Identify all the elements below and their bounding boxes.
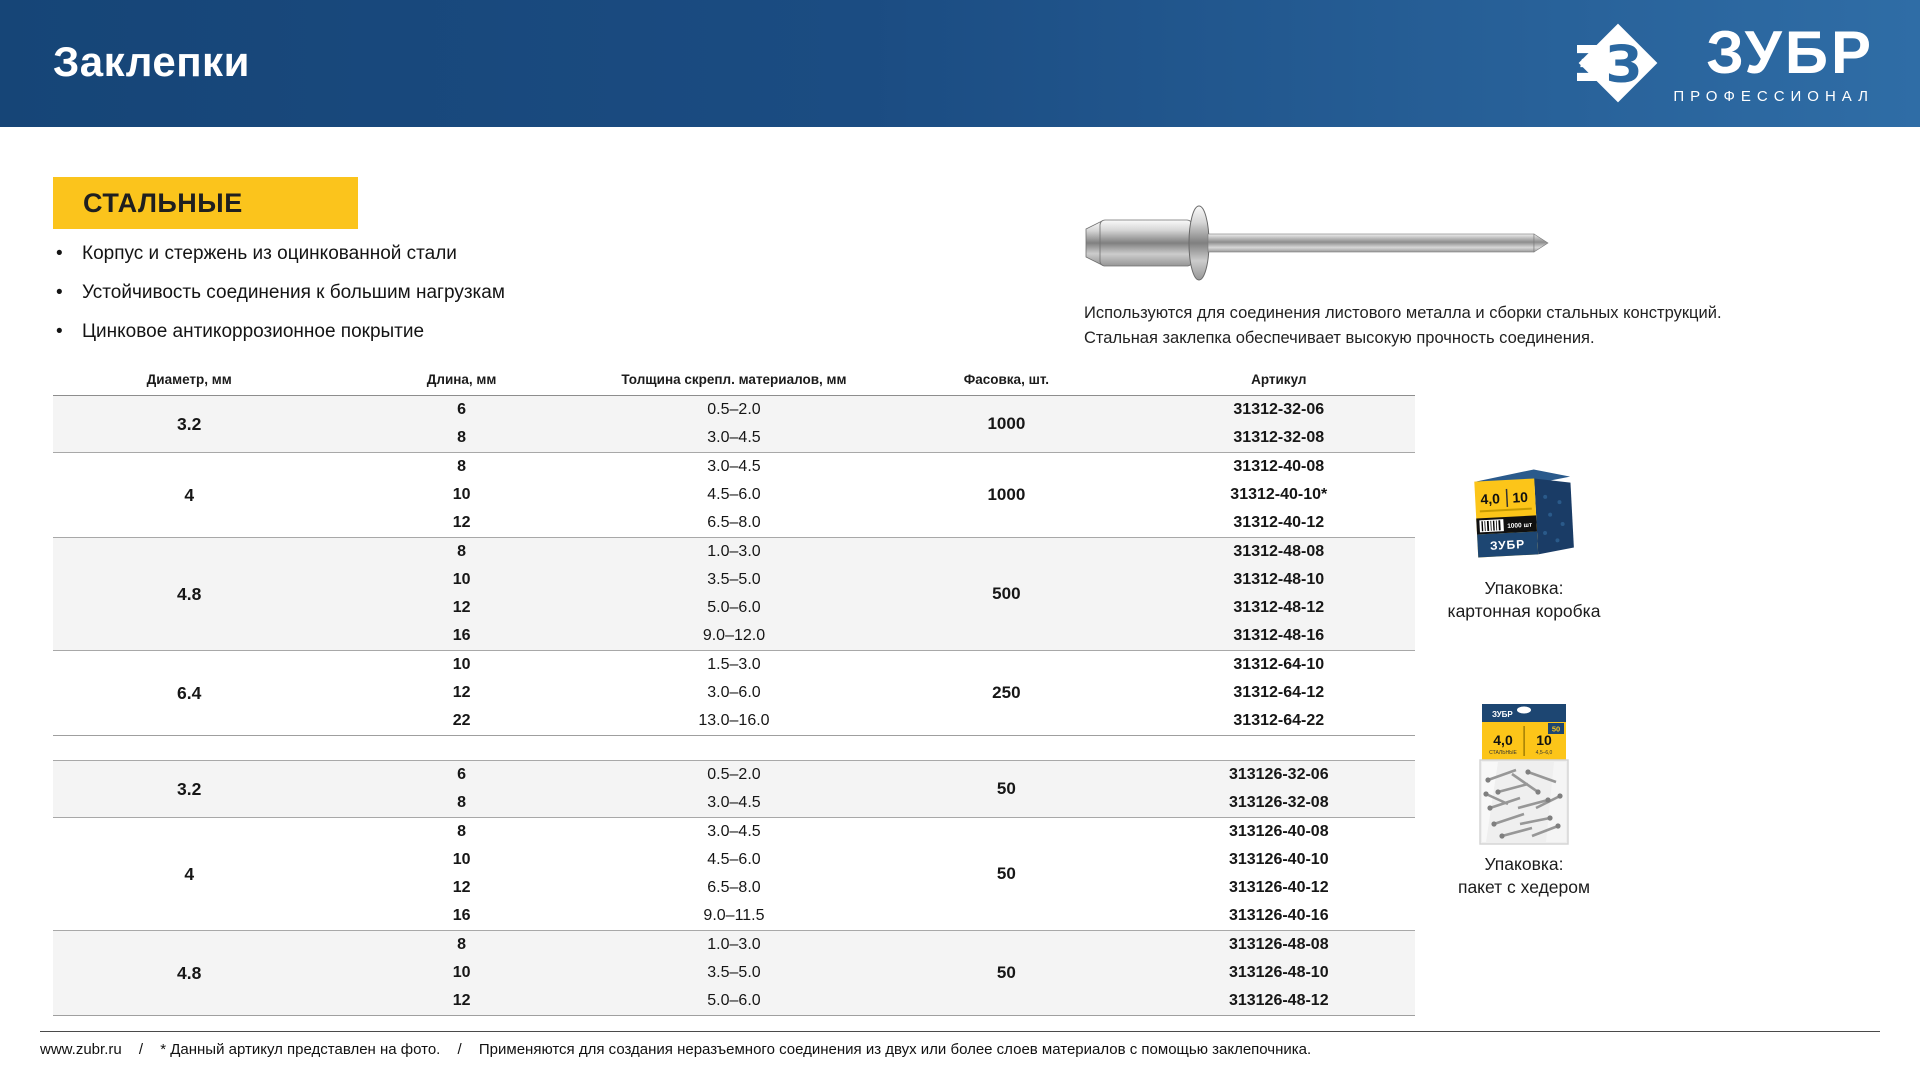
- svg-text:4,0: 4,0: [1480, 490, 1501, 508]
- table-row: [53, 761, 1415, 790]
- sku-value: 313126-40-12: [1228, 879, 1329, 896]
- thickness-value: 3.0–6.0: [707, 684, 761, 701]
- table-row: [53, 453, 1415, 482]
- svg-text:10: 10: [1536, 732, 1552, 748]
- page-header: [0, 0, 1920, 127]
- brand-logo: [1577, 19, 1874, 105]
- thickness-value: 0.5–2.0: [598, 396, 870, 425]
- sku-value: 31312-40-10*: [1230, 486, 1328, 503]
- feature-item: • Устойчивость соединения к большим нагрузкам: [56, 282, 505, 304]
- svg-text:1000 шт: 1000 шт: [1507, 521, 1533, 530]
- diameter-value: 4: [53, 453, 325, 538]
- length-value: 10: [452, 964, 471, 981]
- feature-item: • Корпус и стержень из оцинкованной стали: [56, 243, 505, 265]
- sku-value: 313126-40-10: [1228, 851, 1329, 868]
- footnote-asterisk: * Данный артикул представлен на фото.: [160, 1041, 441, 1058]
- footer-divider: [40, 1031, 1880, 1032]
- sku-value: 31312-48-10: [1233, 571, 1325, 588]
- page-title: Заклепки: [53, 38, 250, 85]
- thickness-value: 3.5–5.0: [707, 571, 761, 588]
- thickness-value: 4.5–6.0: [707, 486, 761, 503]
- sku-value: 313126-32-06: [1143, 761, 1415, 790]
- table-row: [53, 396, 1415, 425]
- thickness-value: 9.0–12.0: [702, 627, 766, 644]
- table-row: [53, 538, 1415, 567]
- steel-badge: СТАЛЬНЫЕ: [53, 177, 358, 229]
- packaging-box-image: [1464, 458, 1586, 568]
- thickness-value: 3.0–4.5: [598, 453, 870, 482]
- length-value: 12: [452, 879, 471, 896]
- pack-value: 250: [870, 651, 1142, 736]
- sku-value: 313126-48-10: [1228, 964, 1329, 981]
- table-row: [53, 931, 1415, 960]
- length-value: 10: [325, 651, 597, 680]
- sku-value: 31312-64-12: [1233, 684, 1325, 701]
- length-value: 8: [325, 931, 597, 960]
- thickness-value: 5.0–6.0: [707, 599, 761, 616]
- length-value: 12: [452, 599, 471, 616]
- table-row: [53, 651, 1415, 680]
- column-header-diameter: Диаметр, мм: [53, 372, 325, 396]
- length-value: 8: [325, 818, 597, 847]
- svg-text:50: 50: [1551, 724, 1561, 734]
- diameter-value: 4.8: [53, 931, 325, 1016]
- brand-wordmark: ЗУБР: [1706, 19, 1874, 86]
- table-row: [53, 818, 1415, 847]
- length-value: 8: [457, 429, 467, 446]
- sku-value: 31312-64-22: [1233, 712, 1325, 729]
- thickness-value: 1.0–3.0: [598, 931, 870, 960]
- thickness-value: 3.0–4.5: [707, 429, 761, 446]
- rivet-photo: [1082, 203, 1552, 285]
- column-header-thickness: Толщина скрепл. материалов, мм: [598, 372, 870, 396]
- pack-value: 1000: [870, 396, 1142, 453]
- zubr-diamond-icon: [1577, 22, 1659, 104]
- thickness-value: 0.5–2.0: [598, 761, 870, 790]
- sku-value: 313126-40-08: [1143, 818, 1415, 847]
- sku-value: 313126-48-12: [1228, 992, 1329, 1009]
- diameter-value: 3.2: [53, 761, 325, 818]
- length-value: 12: [452, 684, 471, 701]
- sku-value: 313126-32-08: [1228, 794, 1329, 811]
- pack-value: 1000: [870, 453, 1142, 538]
- product-table-retail: [53, 760, 1415, 1016]
- length-value: 12: [452, 992, 471, 1009]
- pack-value: 50: [870, 818, 1142, 931]
- thickness-value: 9.0–11.5: [703, 907, 765, 924]
- product-table-bulk: [53, 372, 1415, 736]
- length-value: 10: [452, 486, 471, 503]
- sku-value: 31312-40-08: [1143, 453, 1415, 482]
- sku-value: 313126-48-08: [1143, 931, 1415, 960]
- length-value: 10: [452, 571, 471, 588]
- pack-value: 50: [870, 761, 1142, 818]
- sku-value: 31312-48-12: [1233, 599, 1325, 616]
- svg-text:4,5–6,0: 4,5–6,0: [1535, 750, 1553, 756]
- diameter-value: 6.4: [53, 651, 325, 736]
- length-value: 6: [325, 761, 597, 790]
- footer: www.zubr.ru / * Данный артикул представлен на фото. / Применяются для создания неразъемного соединения из двух или более слоев материалов с помощью заклепочника.: [40, 1041, 1312, 1058]
- thickness-value: 3.5–5.0: [707, 964, 761, 981]
- thickness-value: 5.0–6.0: [707, 992, 761, 1009]
- svg-text:СТАЛЬНЫЕ: СТАЛЬНЫЕ: [1489, 750, 1517, 756]
- description-line: Стальная заклепка обеспечивает высокую прочность соединения.: [1084, 329, 1595, 347]
- thickness-value: 4.5–6.0: [707, 851, 761, 868]
- column-header-length: Длина, мм: [325, 372, 597, 396]
- packaging-bag-caption: Упаковка: пакет с хедером: [1457, 854, 1591, 897]
- thickness-value: 1.0–3.0: [598, 538, 870, 567]
- sku-value: 31312-32-06: [1143, 396, 1415, 425]
- thickness-value: 3.0–4.5: [598, 818, 870, 847]
- thickness-value: 3.0–4.5: [707, 794, 761, 811]
- features-list: [56, 243, 505, 360]
- packaging-box-caption: Упаковка: картонная коробка: [1447, 578, 1601, 621]
- packaging-bag-image: [1468, 700, 1580, 850]
- length-value: 8: [457, 794, 467, 811]
- thickness-value: 6.5–8.0: [707, 879, 761, 896]
- feature-item: • Цинковое антикоррозионное покрытие: [56, 321, 505, 343]
- length-value: 8: [325, 453, 597, 482]
- sku-value: 31312-48-16: [1233, 627, 1325, 644]
- diameter-value: 3.2: [53, 396, 325, 453]
- column-header-pack: Фасовка, шт.: [870, 372, 1142, 396]
- footnote-usage: Применяются для создания неразъемного соединения из двух или более слоев материалов с помощью заклепочника.: [478, 1041, 1312, 1058]
- sku-value: 31312-64-10: [1143, 651, 1415, 680]
- column-header-sku: Артикул: [1143, 372, 1415, 396]
- thickness-value: 1.5–3.0: [598, 651, 870, 680]
- website-link[interactable]: www.zubr.ru: [40, 1041, 122, 1058]
- thickness-value: 6.5–8.0: [707, 514, 761, 531]
- thickness-value: 13.0–16.0: [698, 712, 770, 729]
- length-value: 16: [452, 907, 471, 924]
- product-description: [1084, 301, 1722, 351]
- length-value: 12: [452, 514, 471, 531]
- length-value: 6: [325, 396, 597, 425]
- sku-value: 31312-40-12: [1233, 514, 1325, 531]
- description-line: Используются для соединения листового металла и сборки стальных конструкций.: [1084, 304, 1722, 322]
- sku-value: 313126-40-16: [1228, 907, 1329, 924]
- length-value: 10: [452, 851, 471, 868]
- sku-value: 31312-32-08: [1233, 429, 1325, 446]
- table-header-row: [53, 372, 1415, 396]
- length-value: 16: [452, 627, 471, 644]
- svg-text:З: З: [1606, 34, 1643, 94]
- sku-value: 31312-48-08: [1143, 538, 1415, 567]
- length-value: 22: [452, 712, 471, 729]
- pack-value: 500: [870, 538, 1142, 651]
- diameter-value: 4.8: [53, 538, 325, 651]
- svg-text:ЗУБР: ЗУБР: [1489, 537, 1526, 553]
- diameter-value: 4: [53, 818, 325, 931]
- svg-text:10: 10: [1511, 488, 1529, 506]
- svg-text:4,0: 4,0: [1493, 732, 1513, 748]
- length-value: 8: [325, 538, 597, 567]
- svg-text:ЗУБР: ЗУБР: [1492, 710, 1513, 719]
- pack-value: 50: [870, 931, 1142, 1016]
- brand-subtitle: ПРОФЕССИОНАЛ: [1673, 88, 1874, 105]
